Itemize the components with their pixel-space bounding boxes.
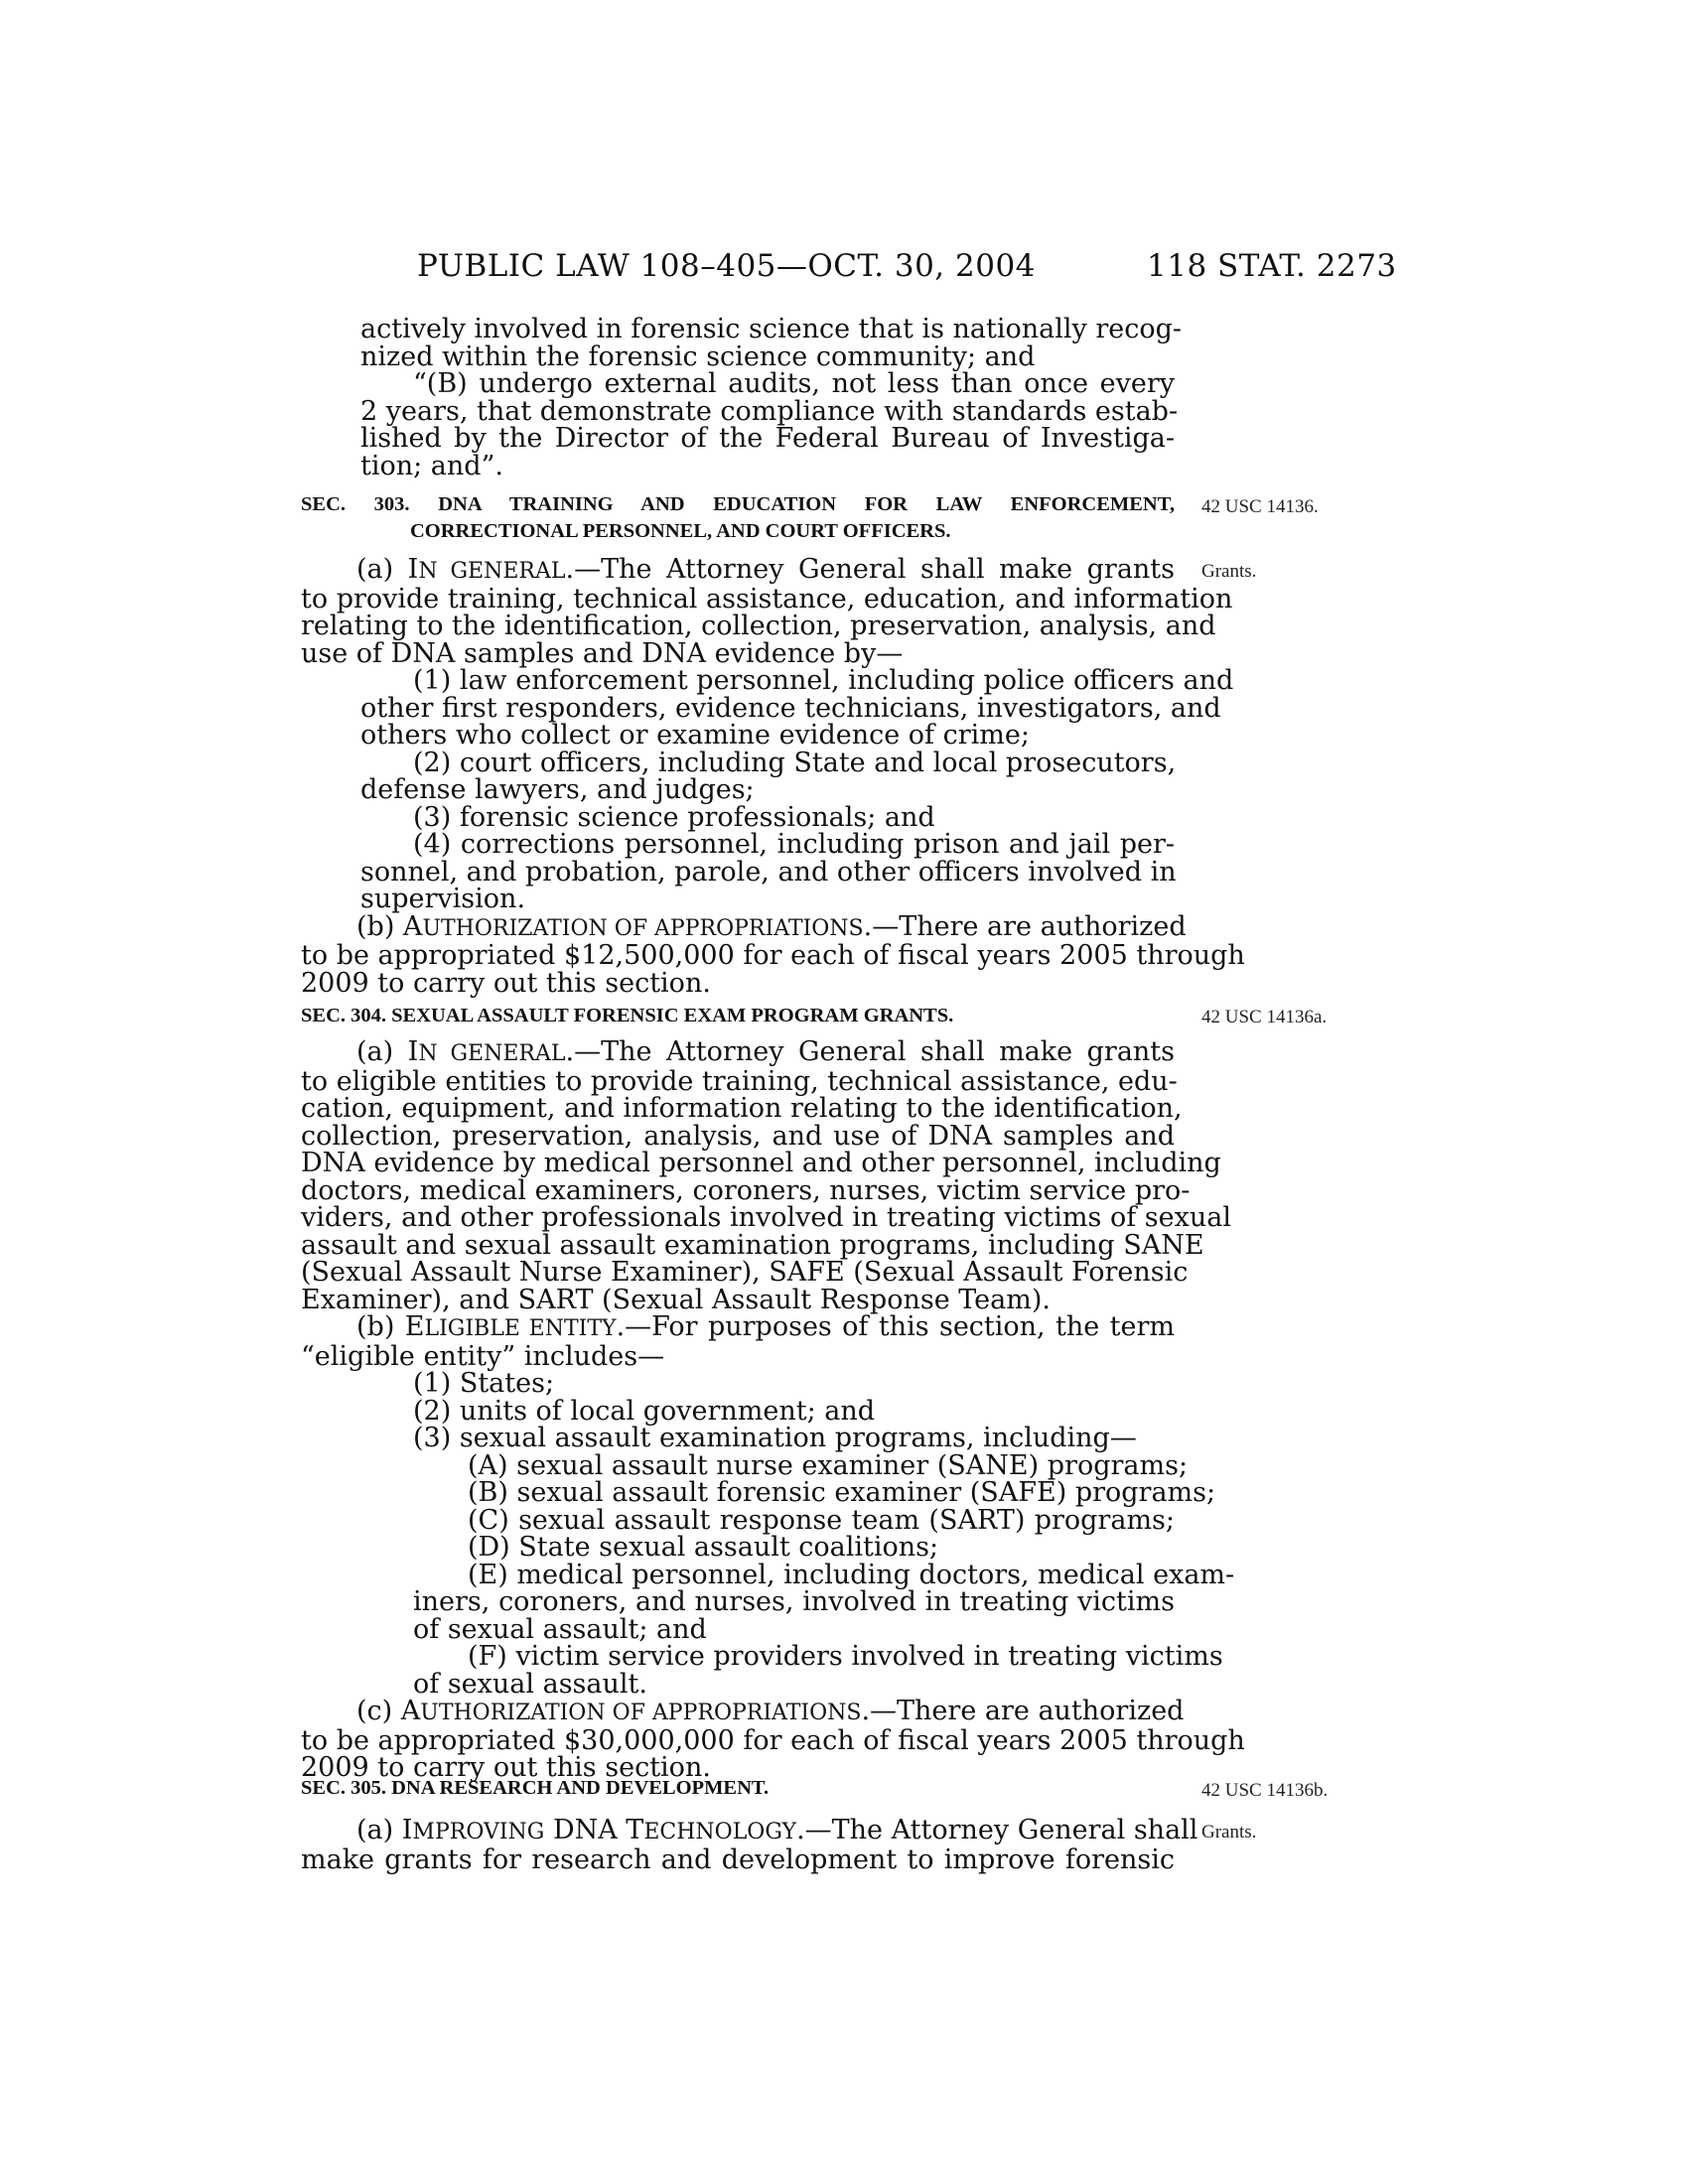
sub-list-item-cont: iners, coroners, and nurses, involved in treating victims	[413, 1586, 1175, 1617]
text-run: DNA T	[544, 1815, 644, 1845]
text-run: .—The Attorney General shall	[796, 1815, 1198, 1845]
text-line: to be appropriated $12,500,000 for each of fiscal years 2005 through	[301, 940, 1245, 971]
text-line: cation, equipment, and information relating to the identification,	[301, 1093, 1183, 1124]
running-header-stat: 118 STAT. 2273	[1147, 248, 1397, 284]
text-line: to be appropriated $30,000,000 for each of fiscal years 2005 through	[301, 1724, 1245, 1756]
sub-list-item: (D) State sexual assault coalitions;	[468, 1532, 939, 1563]
margin-note-grants: Grants.	[1201, 1822, 1257, 1843]
text-run: .—The Attorney General shall make grants	[565, 1036, 1176, 1067]
text-line: (Sexual Assault Nurse Examiner), SAFE (Sexual Assault Forensic	[301, 1257, 1189, 1288]
text-line: actively involved in forensic science that is nationally recog-	[360, 314, 1182, 344]
margin-note-usc: 42 USC 14136a.	[1201, 1007, 1328, 1027]
text-line: to provide training, technical assistance, education, and information	[301, 583, 1233, 614]
running-header-law: PUBLIC LAW 108–405—OCT. 30, 2004	[417, 248, 1036, 284]
text-line: make grants for research and development to improve forensic	[301, 1843, 1175, 1875]
text-run: .—For purposes of this section, the term	[616, 1311, 1175, 1342]
subsection-caption: N GENERAL	[418, 559, 566, 584]
sub-list-item: (A) sexual assault nurse examiner (SANE) programs;	[468, 1449, 1189, 1481]
sec-303-body	[301, 554, 1245, 999]
subsection-caption: MPROVING	[412, 1820, 545, 1844]
subsection-label: (a) I	[356, 1815, 413, 1845]
sub-list-item-cont: of sexual assault.	[413, 1668, 647, 1700]
section-heading-line: SEC. 305. DNA RESEARCH AND DEVELOPMENT.	[301, 1777, 770, 1799]
text-line: nized within the forensic science community; and	[360, 341, 1036, 372]
subsection-caption: LIGIBLE ENTITY	[424, 1316, 617, 1341]
sec-305-body	[301, 1815, 1198, 1875]
section-heading-line: SEC. 303. DNA TRAINING AND EDUCATION FOR LAW ENFORCEMENT,	[301, 493, 1175, 515]
text-line: relating to the identification, collection, preservation, analysis, and	[301, 611, 1216, 641]
sub-list-item: (B) sexual assault forensic examiner (SAFE) programs;	[468, 1477, 1216, 1508]
margin-note-grants: Grants.	[1201, 561, 1257, 582]
sub-list-item-cont: of sexual assault; and	[413, 1613, 707, 1645]
subsection-label: (a) I	[356, 1036, 419, 1067]
list-item: (3) sexual assault examination programs, including—	[413, 1423, 1137, 1453]
text-line: “eligible entity” includes—	[301, 1340, 665, 1372]
text-line: viders, and other professionals involved in treating victims of sexual	[301, 1202, 1231, 1233]
text-line: collection, preservation, analysis, and use of DNA samples and	[301, 1120, 1175, 1152]
list-item: (4) corrections personnel, including prison and jail per-	[413, 829, 1175, 860]
text-line: use of DNA samples and DNA evidence by—	[301, 637, 904, 669]
sub-list-item: (C) sexual assault response team (SART) programs;	[468, 1504, 1175, 1536]
subsection-label: (b) A	[356, 910, 423, 942]
text-line: 2 years, that demonstrate compliance with standards estab-	[360, 395, 1179, 427]
subsection-a-first-line	[301, 1038, 1175, 1068]
text-line: 2009 to carry out this section.	[301, 1752, 711, 1783]
list-item: (3) forensic science professionals; and	[413, 801, 935, 833]
section-heading-line: CORRECTIONAL PERSONNEL, AND COURT OFFICERS.	[410, 520, 951, 542]
list-item-cont: others who collect or examine evidence of crime;	[360, 720, 1030, 751]
sec-305-heading	[301, 1775, 1175, 1802]
subsection-caption: N GENERAL	[418, 1041, 566, 1066]
text-run: .—The Attorney General shall make grants	[565, 554, 1176, 585]
margin-note-usc: 42 USC 14136b.	[1201, 1780, 1329, 1801]
section-heading-line: SEC. 304. SEXUAL ASSAULT FORENSIC EXAM PROGRAM GRANTS.	[301, 1005, 954, 1026]
margin-note-usc: 42 USC 14136.	[1201, 496, 1319, 517]
sec-303-heading	[301, 491, 1175, 545]
list-item: (2) court officers, including State and local prosecutors,	[413, 747, 1177, 778]
sec-304-heading	[301, 1003, 1175, 1029]
subsection-a-first-line	[301, 556, 1175, 586]
list-item-cont: sonnel, and probation, parole, and other officers involved in	[360, 856, 1177, 887]
text-line: DNA evidence by medical personnel and other personnel, including	[301, 1148, 1221, 1178]
subsection-label: (c) A	[356, 1696, 421, 1726]
continuation-text	[301, 314, 1182, 481]
sec-304-body	[301, 1036, 1245, 1783]
text-line: Examiner), and SART (Sexual Assault Response Team).	[301, 1284, 1051, 1315]
text-run: .—There are authorized	[863, 910, 1187, 942]
text-line: assault and sexual assault examination programs, including SANE	[301, 1229, 1204, 1261]
subsection-label: (b) E	[356, 1311, 425, 1342]
subsection-b-first-line	[301, 910, 1187, 943]
list-item-cont: other first responders, evidence technicians, investigators, and	[360, 692, 1221, 724]
list-item: (2) units of local government; and	[413, 1395, 876, 1427]
list-item-cont: defense lawyers, and judges;	[360, 774, 755, 805]
text-line: to eligible entities to provide training, technical assistance, edu-	[301, 1065, 1178, 1097]
text-line: “(B) undergo external audits, not less than once every	[413, 368, 1175, 399]
subsection-b-first-line	[301, 1313, 1175, 1343]
list-item-cont: supervision.	[360, 884, 526, 914]
subsection-a-first-line	[301, 1815, 1198, 1846]
text-run: .—There are authorized	[861, 1696, 1185, 1726]
text-line: lished by the Director of the Federal Bureau of Investiga-	[360, 423, 1175, 454]
sub-list-item: (F) victim service providers involved in treating victims	[468, 1641, 1223, 1672]
subsection-caption: UTHORIZATION OF APPROPRIATIONS	[422, 915, 864, 941]
list-item: (1) law enforcement personnel, including police officers and	[413, 665, 1234, 696]
subsection-caption: UTHORIZATION OF APPROPRIATIONS	[420, 1701, 862, 1725]
subsection-caption: ECHNOLOGY	[643, 1820, 797, 1844]
text-line: doctors, medical examiners, coroners, nurses, victim service pro-	[301, 1174, 1191, 1206]
subsection-label: (a) I	[356, 554, 419, 585]
text-line: tion; and”.	[360, 450, 503, 481]
sub-list-item: (E) medical personnel, including doctors, medical exam-	[468, 1559, 1235, 1590]
list-item: (1) States;	[413, 1368, 555, 1399]
text-line: 2009 to carry out this section.	[301, 967, 711, 999]
subsection-c-first-line	[301, 1696, 1185, 1727]
